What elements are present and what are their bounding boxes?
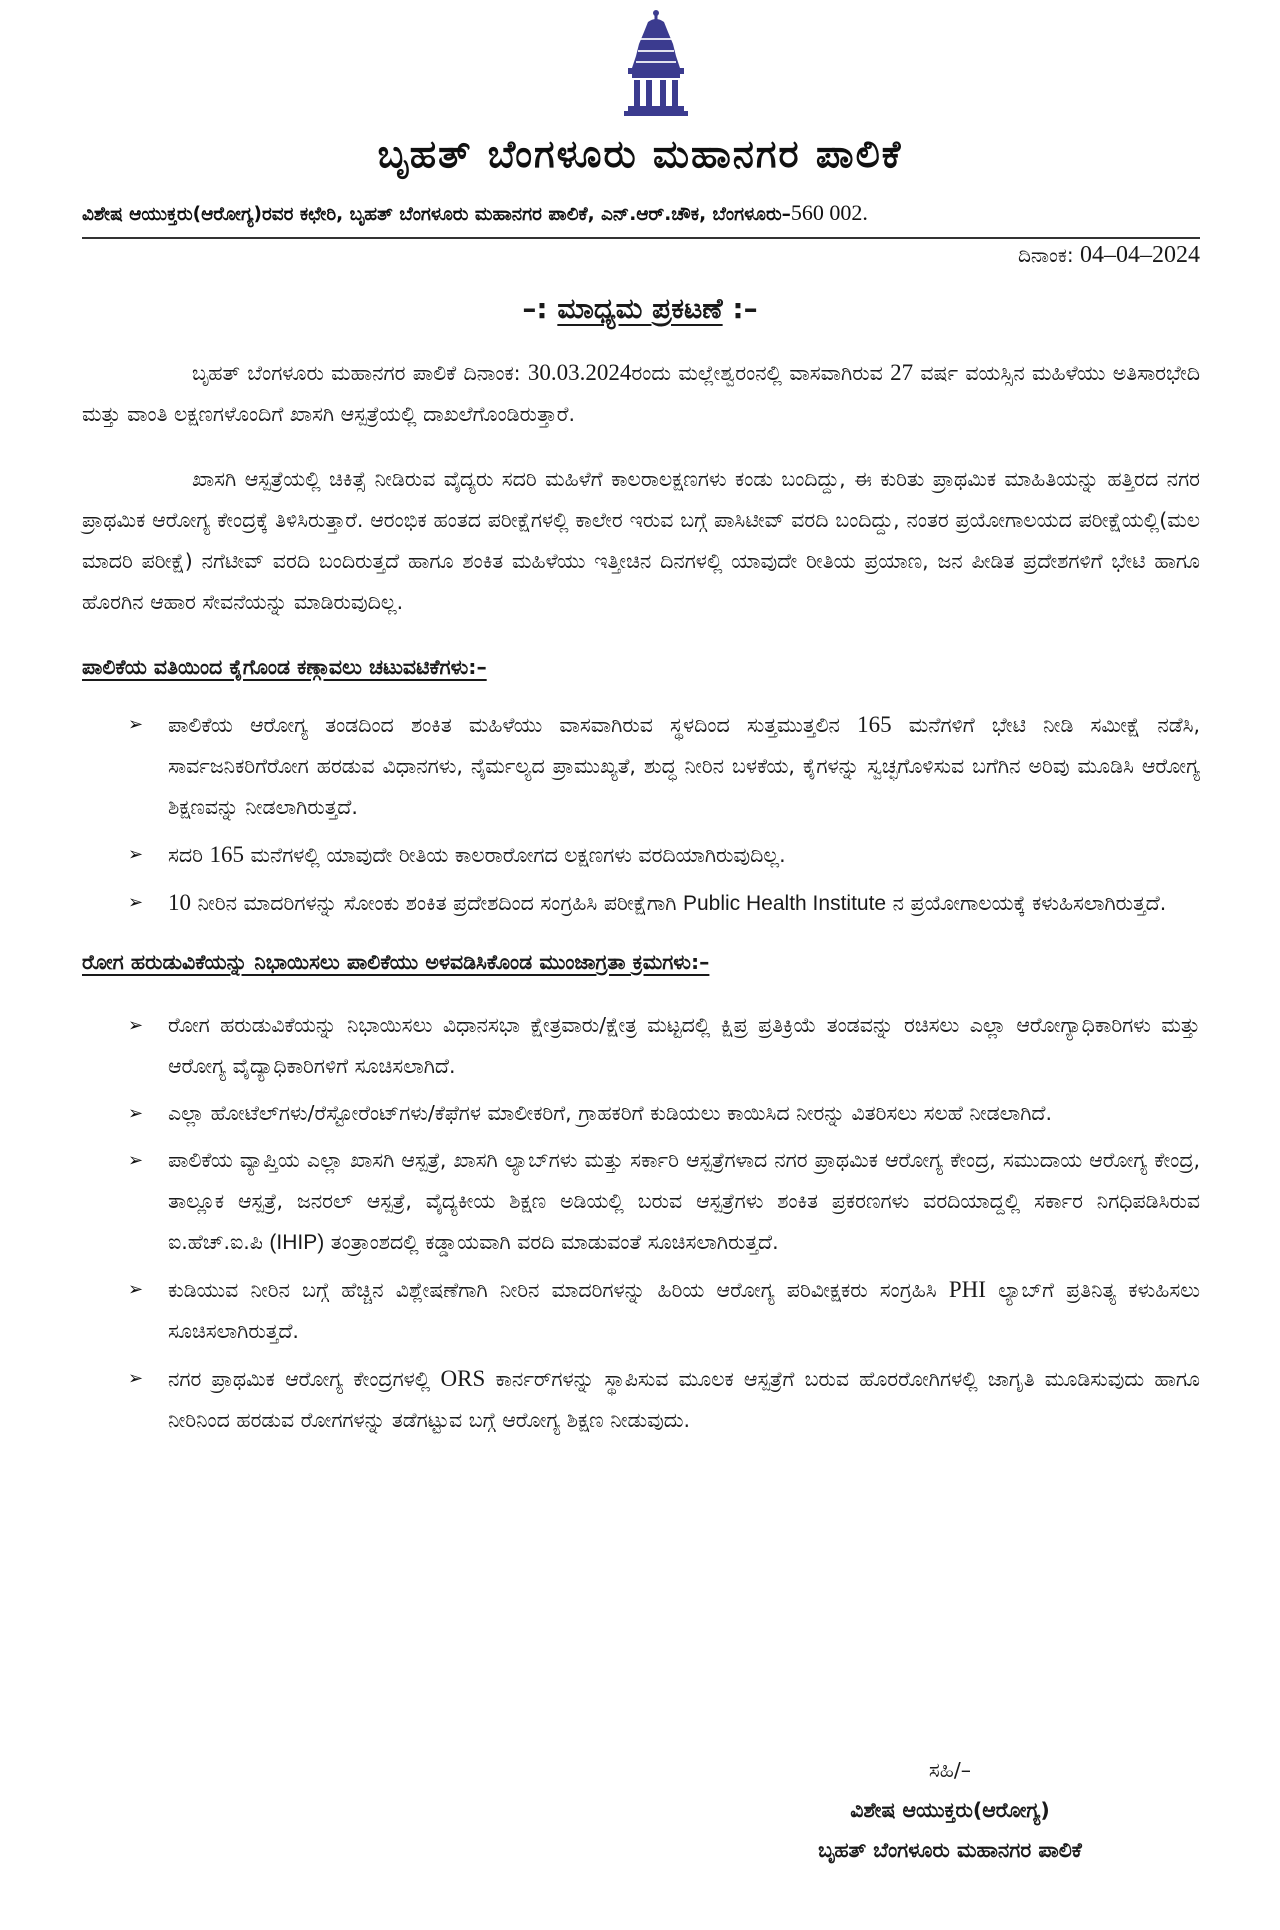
address-pincode: 560 002.: [790, 200, 868, 225]
list-item: [82, 704, 1200, 828]
office-address: [82, 200, 1200, 226]
ihip-acronym: (IHIP): [269, 1231, 325, 1254]
precautions-list: [82, 1005, 1200, 1441]
text-run: ಪಾಲಿಕೆಯ ಆರೋಗ್ಯ ತಂಡದಿಂದ ಶಂಕಿತ ಮಹಿಳೆಯು ವಾಸವಾಗಿರುವ ಸ್ಥಳದಿಂದ ಸುತ್ತಮುತ್ತಲಿನ: [168, 713, 858, 737]
text-run: ವರ್ಷ ವಯಸ್ಸಿನ ಮಹಿಳೆಯು ಅತಿಸಾರಭೇದಿ ಮತ್ತು ವಾಂತಿ ಲಕ್ಷಣಗಳೊಂದಿಗೆ ಖಾಸಗಿ ಆಸ್ಪತ್ರೆಯಲ್ಲಿ ದಾಖಲೆಗೊಂಡಿರುತ್ತಾರೆ.: [82, 361, 1200, 426]
arrowhead-bullet-icon: ➢: [128, 1015, 144, 1036]
arrowhead-bullet-icon: ➢: [128, 1150, 144, 1171]
sample-count: 10: [168, 890, 191, 915]
phi-acronym: PHI: [948, 1277, 986, 1302]
text-run: ಲ್ಯಾಬ್‌ಗೆ ಪ್ರತಿನಿತ್ಯ ಕಳುಹಿಸಲು ಸೂಚಿಸಲಾಗಿರುತ್ತದೆ.: [168, 1278, 1201, 1343]
arrowhead-bullet-icon: ➢: [128, 1279, 144, 1300]
house-count: 165: [209, 842, 244, 867]
text-run: ಮನೆಗಳಲ್ಲಿ ಯಾವುದೇ ರೀತಿಯ ಕಾಲರಾರೋಗದ ಲಕ್ಷಣಗಳು ವರದಿಯಾಗಿರುವುದಿಲ್ಲ.: [243, 843, 786, 867]
text-run: ಬೃಹತ್ ಬೆಂಗಳೂರು ಮಹಾನಗರ ಪಾಲಿಕೆ ದಿನಾಂಕ:: [192, 361, 528, 385]
precautions-section-title: ರೋಗ ಹರುಡುವಿಕೆಯನ್ನು ನಿಭಾಯಿಸಲು ಪಾಲಿಕೆಯು ಅಳವಡಿಸಿಕೊಂಡ ಮುಂಜಾಗ್ರತಾ ಕ್ರಮಗಳು:–: [82, 950, 710, 974]
ors-acronym: ORS: [440, 1366, 486, 1391]
signatory-designation: ವಿಶೇಷ ಆಯುಕ್ತರು(ಆರೋಗ್ಯ): [850, 1798, 1050, 1822]
signed-mark: ಸಹಿ/–: [928, 1758, 972, 1782]
date-value: 04–04–2024: [1080, 242, 1200, 268]
text-run: ಎಲ್ಲಾ ಹೋಟೆಲ್‌ಗಳು/ರೆಸ್ಟೋರೆಂಟ್‌ಗಳು/ಕೆಫೆಗಳ ಮಾಲೀಕರಿಗೆ, ಗ್ರಾಹಕರಿಗೆ ಕುಡಿಯಲು ಕಾಯಿಸಿದ ನೀರನ್ನು ವಿತರಿಸಲು ಸಲಹೆ ನೀಡಲಾಗಿದೆ.: [168, 1101, 1053, 1125]
address-text: ವಿಶೇಷ ಆಯುಕ್ತರು(ಆರೋಗ್ಯ)ರವರ ಕಛೇರಿ, ಬೃಹತ್ ಬೆಂಗಳೂರು ಮಹಾನಗರ ಪಾಲಿಕೆ, ಎನ್.ಆರ್.ಚೌಕ, ಬೆಂಗಳೂರು–: [82, 204, 791, 225]
organization-title: ಬೃಹತ್ ಬೆಂಗಳೂರು ಮಹಾನಗರ ಪಾಲಿಕೆ: [377, 132, 903, 176]
text-run: ನ ಪ್ರಯೋಗಾಲಯಕ್ಕೆ ಕಳುಹಿಸಲಾಗಿರುತ್ತದೆ.: [886, 891, 1167, 915]
text-run: ಸದರಿ: [168, 843, 210, 867]
text-run: ತಂತ್ರಾಂಶದಲ್ಲಿ ಕಡ್ಡಾಯವಾಗಿ ವರದಿ ಮಾಡುವಂತೆ ಸೂಚಿಸಲಾಗಿರುತ್ತದೆ.: [324, 1230, 779, 1254]
heading-title: ಮಾಧ್ಯಮ ಪ್ರಕಟಣೆ: [557, 292, 723, 325]
text-run: ನಗರ ಪ್ರಾಥಮಿಕ ಆರೋಗ್ಯ ಕೇಂದ್ರಗಳಲ್ಲಿ: [168, 1367, 441, 1391]
document-body: [82, 352, 1200, 1459]
document-date: [1018, 242, 1200, 269]
list-item: [82, 1358, 1200, 1441]
house-count: 165: [857, 712, 892, 737]
arrowhead-bullet-icon: ➢: [128, 844, 144, 865]
arrowhead-bullet-icon: ➢: [128, 714, 144, 735]
list-item: [82, 1140, 1200, 1263]
intro-paragraph: [82, 352, 1200, 435]
press-release-heading: [0, 292, 1280, 326]
text-run: ರೋಗ ಹರುಡುವಿಕೆಯನ್ನು ನಿಭಾಯಿಸಲು ವಿಧಾನಸಭಾ ಕ್ಷೇತ್ರವಾರು/ಕ್ಷೇತ್ರ ಮಟ್ಟದಲ್ಲಿ ಕ್ಷಿಪ್ರ ಪ್ರತಿಕ್ರಿಯೆ ತಂಡವನ್ನು ರಚಿಸಲು ಎಲ್ಲಾ ಆರೋಗ್ಯಾಧಿಕಾರಿಗಳು ಮತ್ತು ಆರೋಗ್ಯ ವೈದ್ಯಾಧಿಕಾರಿಗಳಿಗೆ ಸೂಚಿಸಲಾಗಿದೆ.: [168, 1013, 1200, 1078]
list-item: [82, 1093, 1200, 1134]
patient-age: 27: [890, 360, 914, 385]
text-run: ಪಾಲಿಕೆಯ ವ್ಯಾಪ್ತಿಯ ಎಲ್ಲಾ ಖಾಸಗಿ ಆಸ್ಪತ್ರೆ, ಖಾಸಗಿ ಲ್ಯಾಬ್‌ಗಳು ಮತ್ತು ಸರ್ಕಾರಿ ಆಸ್ಪತ್ರೆಗಳಾದ ನಗರ ಪ್ರಾಥಮಿಕ ಆರೋಗ್ಯ ಕೇಂದ್ರ, ಸಮುದಾಯ ಆರೋಗ್ಯ ಕೇಂದ್ರ, ತಾಲ್ಲೂಕ ಆಸ್ಪತ್ರೆ, ಜನರಲ್ ಆಸ್ಪತ್ರೆ, ವೈದ್ಯಕೀಯ ಶಿಕ್ಷಣ ಅಡಿಯಲ್ಲಿ ಬರುವ ಆಸ್ಪತ್ರೆಗಳು ಶಂಕಿತ ಪ್ರಕರಣಗಳು ವರದಿಯಾದ್ದಲ್ಲಿ ಸರ್ಕಾರ ನಿಗಧಿಪಡಿಸಿರುವ ಐ.ಹೆಚ್.ಐ.ಪಿ: [168, 1148, 1200, 1254]
arrowhead-bullet-icon: ➢: [128, 892, 144, 913]
institute-name: Public Health Institute: [682, 892, 887, 915]
admission-date: 30.03.2024: [527, 360, 632, 385]
list-item: [82, 1005, 1200, 1087]
surveillance-section-title: ಪಾಲಿಕೆಯ ವತಿಯಿಂದ ಕೈಗೊಂಡ ಕಣ್ಗಾವಲು ಚಟುವಟಿಕೆಗಳು:–: [82, 655, 487, 679]
text-run: ಕಾರ್ನರ್‌ಗಳನ್ನು ಸ್ಥಾಪಿಸುವ ಮೂಲಕ ಆಸ್ಪತ್ರೆಗೆ ಬರುವ ಹೊರರೋಗಿಗಳಲ್ಲಿ ಜಾಗೃತಿ ಮೂಡಿಸುವುದು ಹಾಗೂ ನೀರಿನಿಂದ ಹರಡುವ ರೋಗಗಳನ್ನು ತಡೆಗಟ್ಟುವ ಬಗ್ಗೆ ಆರೋಗ್ಯ ಶಿಕ್ಷಣ ನೀಡುವುದು.: [168, 1367, 1200, 1432]
bbmp-temple-logo-icon: [618, 8, 694, 118]
date-label: ದಿನಾಂಕ:: [1017, 243, 1074, 267]
arrowhead-bullet-icon: ➢: [128, 1368, 144, 1389]
text-run: ನೀರಿನ ಮಾದರಿಗಳನ್ನು ಸೋಂಕು ಶಂಕಿತ ಪ್ರದೇಶದಿಂದ ಸಂಗ್ರಹಿಸಿ ಪರೀಕ್ಷೆಗಾಗಿ: [191, 891, 683, 915]
text-run: ರಂದು ಮಲ್ಲೇಶ್ವರಂನಲ್ಲಿ ವಾಸವಾಗಿರುವ: [631, 361, 891, 385]
details-paragraph: ಖಾಸಗಿ ಆಸ್ಪತ್ರೆಯಲ್ಲಿ ಚಿಕಿತ್ಸೆ ನೀಡಿರುವ ವೈದ್ಯರು ಸದರಿ ಮಹಿಳೆಗೆ ಕಾಲರಾಲಕ್ಷಣಗಳು ಕಂಡು ಬಂದಿದ್ದು, ಈ ಕುರಿತು ಪ್ರಾಥಮಿಕ ಮಾಹಿತಿಯನ್ನು ಹತ್ತಿರದ ನಗರ ಪ್ರಾಥಮಿಕ ಆರೋಗ್ಯ ಕೇಂದ್ರಕ್ಕೆ ತಿಳಿಸಿರುತ್ತಾರೆ. ಆರಂಭಿಕ ಹಂತದ ಪರೀಕ್ಷೆಗಳಲ್ಲಿ ಕಾಲೇರ ಇರುವ ಬಗ್ಗೆ ಪಾಸಿಟೀವ್ ವರದಿ ಬಂದಿದ್ದು, ನಂತರ ಪ್ರಯೋಗಾಲಯದ ಪರೀಕ್ಷೆಯಲ್ಲಿ(ಮಲ ಮಾದರಿ ಪರೀಕ್ಷೆ) ನಗೆಟೀವ್ ವರದಿ ಬಂದಿರುತ್ತದೆ ಹಾಗೂ ಶಂಕಿತ ಮಹಿಳೆಯು ಇತ್ತೀಚಿನ ದಿನಗಳಲ್ಲಿ ಯಾವುದೇ ರೀತಿಯ ಪ್ರಯಾಣ, ಜನ ಪೀಡಿತ ಪ್ರದೇಶಗಳಿಗೆ ಭೇಟಿ ಹಾಗೂ ಹೊರಗಿನ ಆಹಾರ ಸೇವನೆಯನ್ನು ಮಾಡಿರುವುದಿಲ್ಲ.: [82, 467, 1200, 614]
signatory-organization: ಬೃಹತ್ ಬೆಂಗಳೂರು ಮಹಾನಗರ ಪಾಲಿಕೆ: [818, 1838, 1082, 1862]
arrowhead-bullet-icon: ➢: [128, 1103, 144, 1124]
signature-block: [700, 1750, 1200, 1870]
text-run: ಮನೆಗಳಿಗೆ ಭೇಟಿ ನೀಡಿ ಸಮೀಕ್ಷೆ ನಡೆಸಿ, ಸಾರ್ವಜನಿಕರಿಗೆರೋಗ ಹರಡುವ ವಿಧಾನಗಳು, ನೈರ್ಮಲ್ಯದ ಪ್ರಾಮುಖ್ಯತೆ, ಶುದ್ಧ ನೀರಿನ ಬಳಕೆಯ, ಕೈಗಳನ್ನು ಸ್ವಚ್ಛಗೊಳಿಸುವ ಬಗೆಗಿನ ಅರಿವು ಮೂಡಿಸಿ ಆರೋಗ್ಯ ಶಿಕ್ಷಣವನ್ನು ನೀಡಲಾಗಿರುತ್ತದೆ.: [168, 713, 1200, 819]
heading-suffix: :–: [732, 292, 758, 325]
heading-prefix: –:: [522, 292, 548, 325]
list-item: [82, 834, 1200, 876]
text-run: ಕುಡಿಯುವ ನೀರಿನ ಬಗ್ಗೆ ಹೆಚ್ಚಿನ ವಿಶ್ಲೇಷಣೆಗಾಗಿ ನೀರಿನ ಮಾದರಿಗಳನ್ನು ಹಿರಿಯ ಆರೋಗ್ಯ ಪರಿವೀಕ್ಷಕರು ಸಂಗ್ರಹಿಸಿ: [168, 1278, 949, 1302]
surveillance-list: [82, 704, 1200, 924]
list-item: [82, 882, 1200, 924]
header-divider: [82, 237, 1200, 239]
list-item: [82, 1269, 1200, 1352]
